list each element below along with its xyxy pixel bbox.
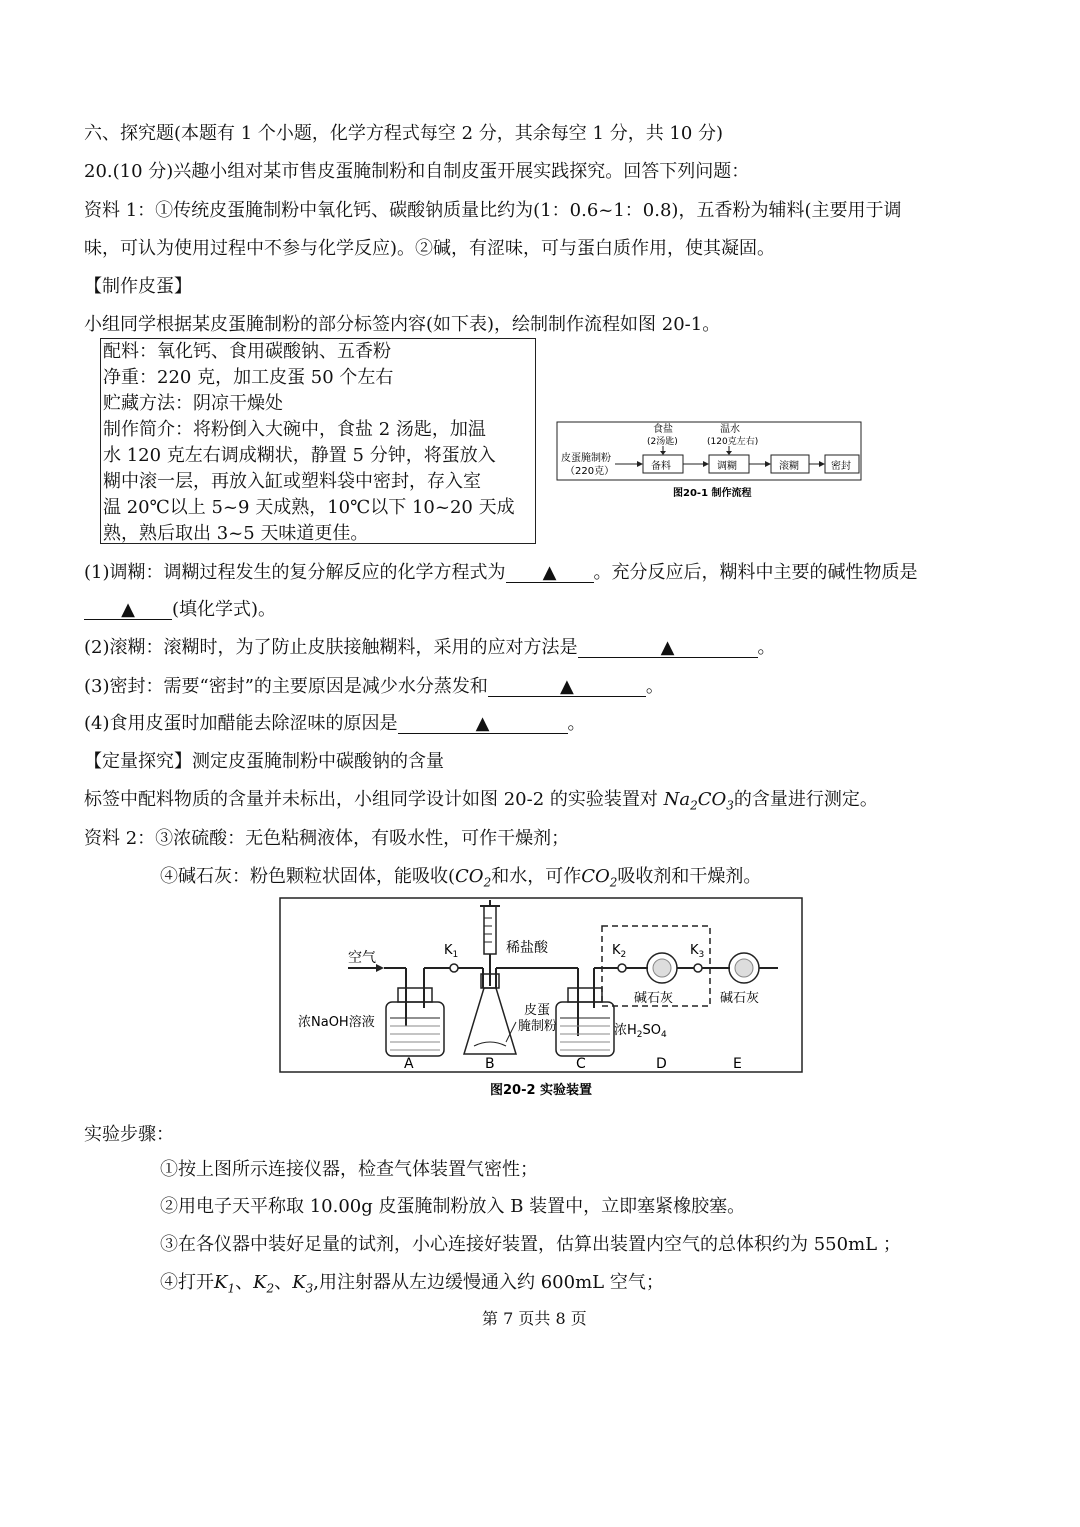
step-3: ③在各仪器中装好足量的试剂，小心连接好装置，估算出装置内空气的总体积约为 550mL ； xyxy=(160,1234,901,1255)
valve-k3-ref: $K_3$ xyxy=(292,1272,314,1296)
answer-blank-q1-formula[interactable]: ▲ xyxy=(84,598,172,620)
material2-line2: ④碱石灰：粉色颗粒状固体，能吸收($CO_2$和水，可作$CO_2$吸收剂和干燥剂。 xyxy=(160,866,762,890)
section-title: 六、探究题(本题有 1 个小题，化学方程式每空 2 分，其余每空 1 分，共 10 分) xyxy=(84,123,724,144)
q3-text: (3)密封：需要“密封”的主要原因是减少水分蒸发和 xyxy=(84,676,488,697)
flow-start-line2: （220克） xyxy=(565,466,615,477)
flow-step-1: 备料 xyxy=(651,461,671,472)
label-line: 水 120 克左右调成糊状，静置 5 分钟，将蛋放入 xyxy=(103,445,496,466)
flow-salt: 食盐 xyxy=(653,424,673,435)
flow-salt-amount: (2汤匙) xyxy=(647,437,678,447)
soda-lime-d: 碱石灰 xyxy=(634,991,674,1006)
flow-step-3: 滚糊 xyxy=(779,461,799,472)
powder-label-2: 腌制粉 xyxy=(518,1019,558,1034)
step-2: ②用电子天平称取 10.00g 皮蛋腌制粉放入 B 装置中，立即塞紧橡胶塞。 xyxy=(160,1196,746,1217)
bottle-a xyxy=(386,968,444,1056)
question-1-line1 xyxy=(84,561,918,585)
label-line: 糊中滚一层，再放入缸或塑料袋中密封，存入室 xyxy=(103,471,481,492)
label-line: 温 20℃以上 5~9 天成熟，10℃以下 10~20 天成 xyxy=(103,497,515,518)
valve-k1 xyxy=(450,964,458,972)
quant-intro-b: 的含量进行测定。 xyxy=(733,789,878,810)
question-intro: 20.(10 分)兴趣小组对某市售皮蛋腌制粉和自制皮蛋开展实践探究。回答下列问题： xyxy=(84,161,750,182)
q4-period: 。 xyxy=(567,713,586,734)
q4-text: (4)食用皮蛋时加醋能去除涩味的原因是 xyxy=(84,713,398,734)
k2-label: $K_2$ xyxy=(612,943,627,960)
answer-blank-q3[interactable]: ▲ xyxy=(488,675,646,697)
letter-d: D xyxy=(656,1056,667,1072)
step-4: ④打开$K_1$、$K_2$、$K_3$,用注射器从左边缓慢通入约 600mL 空气； xyxy=(160,1272,664,1296)
question-1-line2 xyxy=(84,598,276,622)
label-line: 净重：220 克，加工皮蛋 50 个左右 xyxy=(103,367,394,388)
letter-b: B xyxy=(485,1056,495,1072)
question-4 xyxy=(84,712,586,736)
question-2 xyxy=(84,636,776,660)
valve-k1-ref: $K_1$ xyxy=(214,1272,236,1296)
material1-line2: 味，可认为使用过程中不参与化学反应)。②碱，有涩味，可与蛋白质作用，使其凝固。 xyxy=(84,238,776,259)
flow-step-4: 密封 xyxy=(831,461,851,472)
label-line: 贮藏方法：阴凉干燥处 xyxy=(103,393,283,414)
air-label: 空气 xyxy=(348,950,376,966)
page-footer: 第 7 页共 8 页 xyxy=(482,1309,587,1328)
formula-na2co3: $Na_2CO_3$ xyxy=(663,789,734,813)
valve-k2 xyxy=(618,964,626,972)
bottle-c xyxy=(556,968,614,1056)
powder-label-1: 皮蛋 xyxy=(524,1003,551,1018)
h2so4-label: 浓$H_2SO_4$ xyxy=(614,1023,667,1040)
flow-step-2: 调糊 xyxy=(717,461,737,472)
drying-tube-e xyxy=(729,953,778,983)
q1-text-c: (填化学式)。 xyxy=(172,599,277,620)
label-line: 熟，熟后取出 3~5 天味道更佳。 xyxy=(103,523,369,544)
step-1: ①按上图所示连接仪器，检查气体装置气密性； xyxy=(160,1159,538,1180)
q1-text-a: (1)调糊：调糊过程发生的复分解反应的化学方程式为 xyxy=(84,562,506,583)
q2-period: 。 xyxy=(757,637,776,658)
label-line: 配料：氧化钙、食用碳酸钠、五香粉 xyxy=(103,341,391,362)
apparatus-caption: 图20-2 实验装置 xyxy=(490,1083,593,1098)
k1-label: $K_1$ xyxy=(444,943,459,960)
letter-c: C xyxy=(576,1056,586,1072)
answer-blank-q4[interactable]: ▲ xyxy=(398,712,568,734)
flow-start-line1: 皮蛋腌制粉 xyxy=(561,453,611,464)
question-3 xyxy=(84,675,664,699)
quant-intro-a: 标签中配料物质的含量并未标出，小组同学设计如图 20-2 的实验装置对 xyxy=(84,789,658,810)
formula-co2: $CO_2$ xyxy=(581,866,618,890)
product-label-box xyxy=(100,338,536,544)
answer-blank-q1-equation[interactable]: ▲ xyxy=(506,561,594,583)
quant-intro xyxy=(84,788,878,818)
flow-water-amount: (120克左右) xyxy=(707,437,759,447)
make-intro: 小组同学根据某皮蛋腌制粉的部分标签内容(如下表)，绘制制作流程如图 20-1。 xyxy=(84,314,721,335)
acid-label: 稀盐酸 xyxy=(506,940,548,956)
naoh-label: 浓NaOH溶液 xyxy=(298,1015,375,1030)
q3-period: 。 xyxy=(645,676,664,697)
steps-title: 实验步骤： xyxy=(84,1124,174,1145)
material1-line1: 资料 1：①传统皮蛋腌制粉中氧化钙、碳酸钠质量比约为(1：0.6~1：0.8)，五香粉为辅料(主要用于调 xyxy=(84,200,902,221)
soda-lime-e: 碱石灰 xyxy=(720,991,760,1006)
answer-blank-q2[interactable]: ▲ xyxy=(578,636,758,658)
valve-k3 xyxy=(694,964,702,972)
heading-make: 【制作皮蛋】 xyxy=(84,276,192,297)
flow-diagram xyxy=(555,418,865,502)
heading-quant: 【定量探究】测定皮蛋腌制粉中碳酸钠的含量 xyxy=(84,751,444,772)
letter-a: A xyxy=(404,1056,414,1072)
q2-text: (2)滚糊：滚糊时，为了防止皮肤接触糊料，采用的应对方法是 xyxy=(84,637,578,658)
k3-label: $K_3$ xyxy=(690,943,705,960)
valve-k2-ref: $K_2$ xyxy=(253,1272,275,1296)
material2-line1: 资料 2：③浓硫酸：无色粘稠液体，有吸水性，可作干燥剂； xyxy=(84,828,570,849)
label-line: 制作简介：将粉倒入大碗中，食盐 2 汤匙，加温 xyxy=(103,419,486,440)
flow-caption: 图20-1 制作流程 xyxy=(673,488,752,499)
flow-water: 温水 xyxy=(720,424,740,435)
apparatus-diagram xyxy=(278,896,806,1100)
letter-e: E xyxy=(733,1056,742,1072)
formula-co2: $CO_2$ xyxy=(455,866,492,890)
q1-text-b: 。充分反应后，糊料中主要的碱性物质是 xyxy=(593,562,918,583)
